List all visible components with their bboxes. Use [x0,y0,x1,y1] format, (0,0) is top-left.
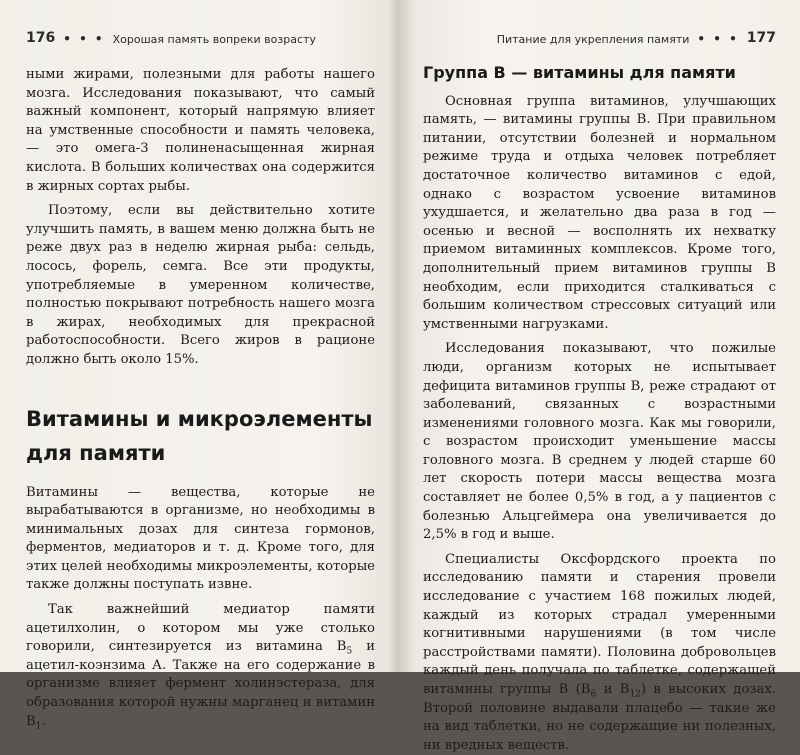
paragraph: ными жирами, полезными для работы нашего мозга. Исследования показывают, что самый важный компонент, который напрямую влияет на умственные способности и память человека, — это омега-3 полиненасыщенная жирная кислота. В больших количествах она содержится в жирных сортах рыбы. [26,67,375,194]
left-body [26,66,375,731]
paragraph-text: ) в высоких дозах. Второй половине выдавали плацебо — такие же на вид таблетки, но не содержащие ни полезных, ни вредных веществ. [423,682,776,753]
right-page [403,0,800,753]
subscript: 1 [35,721,42,732]
paragraph [423,551,776,755]
paragraph-text: Так важнейший медиатор памяти ацетилхолин, о котором мы уже столько говорили, синтезируется из витамина В [26,602,375,655]
subscript: 6 [590,689,597,700]
running-title: Питание для укрепления памяти [496,33,690,46]
paragraph-text: и ацетил-коэнзима А. Также на его содержание в организме влияет фермент холинэстераза, для образования которой нужны марганец и витамин В [26,639,375,729]
running-title: Хорошая память вопреки возрасту [112,33,316,46]
paragraph: Исследования показывают, что пожилые люди, организм которых не испытывает дефицита витаминов группы В, реже страдают от заболеваний, связанных с возрастными изменениями головного мозга. Как мы говорили, с возрастом происходит уменьшение массы головного мозга. В среднем у людей старше 60 лет скорость потери массы вещества мозга составляет не более 0,5% в год, а у пациентов с болезнью Альцгеймера она увеличивается до 2,5% в год и выше. [423,341,776,543]
right-body [423,64,776,755]
page-number: 177 [746,30,776,46]
section-heading: Витамины и микроэлементы для памяти [26,406,373,465]
paragraph-text: Специалисты Оксфордского проекта по исследованию памяти и старения провели исследование с участием 168 пожилых людей, каждый из которых страдал умеренными когнитивными нарушениями (в том числе расстройствами памяти). Половина добровольцев каждый день получала по таблетке, содержащей витамины группы В (В [423,551,776,697]
paragraph [26,601,375,731]
paragraph: Поэтому, если вы действительно хотите улучшить память, в вашем меню должна быть не реже двух раз в неделю жирная рыба: сельдь, лосось, форель, семга. Все эти продукты, употребляемые в умеренном количестве, полностью покрывают потребность нашего мозга в жирах, необходимых для прекрасной работоспособности. Всего жиров в рационе должно быть около 15%. [26,203,375,367]
right-running-head [423,0,776,52]
paragraph: Витамины — вещества, которые не вырабатываются в организме, но необходимы в минимальных дозах для синтеза гормонов, ферментов, медиаторов и т. д. Кроме того, для этих целей необходимы микроэлементы, которые также должны поступать извне. [26,484,375,593]
header-dots: • • • [697,32,739,46]
paragraph-text: . [41,713,46,729]
subscript: 5 [346,646,353,657]
subsection-heading: Группа В — витамины для памяти [423,63,736,82]
header-dots: • • • [63,32,105,46]
left-page [0,0,397,732]
left-running-head [26,0,375,52]
subscript: 12 [629,689,641,700]
page-number: 176 [26,30,56,46]
paragraph-text: и В [596,682,630,697]
paragraph: Основная группа витаминов, улучшающих память, — витамины группы В. При правильном питании, отсутствии болезней и нормальном режиме труда и отдыха человек потребляет достаточное количество витаминов с едой, однако с возрастом усвоение витаминов ухудшается, и желательно два раза в год — осенью и весной — восполнять их нехватку приемом витаминных комплексов. Кроме того, дополнительный прием витаминов группы В необходим, если приходится сталкиваться с большим количеством стрессовых ситуаций или умственными нагрузками. [423,93,776,332]
